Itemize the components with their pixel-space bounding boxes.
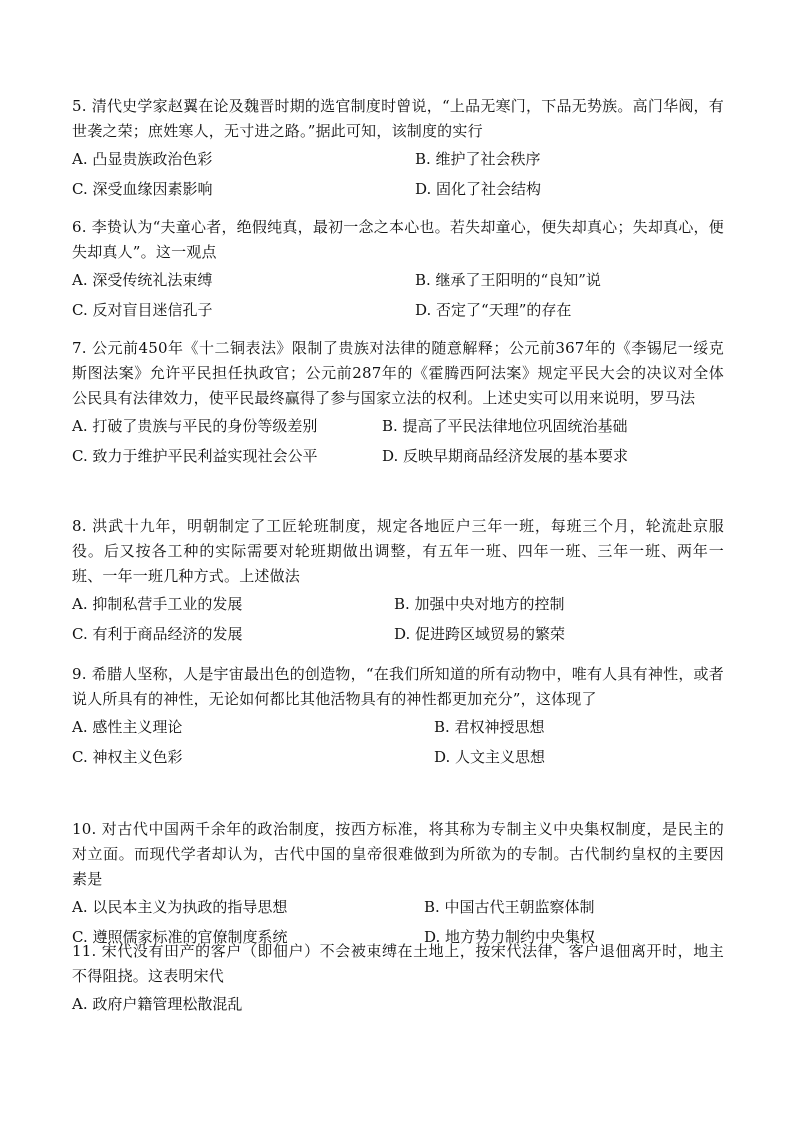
option-row xyxy=(72,144,724,174)
option-c[interactable]: C. 深受血缘因素影响 xyxy=(72,180,213,198)
option-d[interactable]: D. 地方势力制约中央集权 xyxy=(424,928,596,946)
option-b[interactable]: B. 加强中央对地方的控制 xyxy=(394,595,565,613)
option-row xyxy=(72,619,724,649)
option-d[interactable]: D. 固化了社会结构 xyxy=(415,180,542,198)
option-c[interactable]: C. 遵照儒家标准的官僚制度系统 xyxy=(72,928,288,946)
option-c[interactable]: C. 致力于维护平民利益实现社会公平 xyxy=(72,447,318,465)
option-row xyxy=(72,265,724,295)
option-d[interactable]: D. 促进跨区域贸易的繁荣 xyxy=(394,625,566,643)
question-8 xyxy=(72,514,724,649)
option-row xyxy=(72,174,724,204)
option-row xyxy=(72,712,724,742)
option-row xyxy=(72,295,724,325)
option-row xyxy=(72,892,724,922)
option-d[interactable]: D. 人文主义思想 xyxy=(434,748,546,766)
option-a[interactable]: A. 打破了贵族与平民的身份等级差别 xyxy=(72,417,318,435)
option-d[interactable]: D. 反映早期商品经济发展的基本要求 xyxy=(382,447,629,465)
option-b[interactable]: B. 中国古代王朝监察体制 xyxy=(424,898,595,916)
question-7 xyxy=(72,336,724,471)
question-stem: 10. 对古代中国两千余年的政治制度，按西方标准，将其称为专制主义中央集权制度，是民主的对立面。而现代学者却认为，古代中国的皇帝很难做到为所欲为的专制。古代制约皇权的主要因素是 xyxy=(72,820,724,888)
question-stem: 7. 公元前450年《十二铜表法》限制了贵族对法律的随意解释；公元前367年的《李锡尼一绥克斯图法案》允许平民担任执政官；公元前287年的《霍腾西阿法案》规定平民大会的决议对全体公民具有法律效力，使平民最终赢得了参与国家立法的权利。上述史实可以用来说明，罗马法 xyxy=(72,339,724,407)
option-c[interactable]: C. 反对盲目迷信孔子 xyxy=(72,301,213,319)
question-9 xyxy=(72,662,724,772)
option-row xyxy=(72,441,724,471)
option-c[interactable]: C. 神权主义色彩 xyxy=(72,748,183,766)
option-a[interactable]: A. 抑制私营手工业的发展 xyxy=(72,595,243,613)
question-10 xyxy=(72,817,724,952)
option-a[interactable]: A. 凸显贵族政治色彩 xyxy=(72,150,213,168)
question-stem: 6. 李贽认为“夫童心者，绝假纯真，最初一念之本心也。若失却童心，便失却真心；失却真心，便失却真人”。这一观点 xyxy=(72,218,724,261)
option-a[interactable]: A. 政府户籍管理松散混乱 xyxy=(72,995,243,1013)
question-11 xyxy=(72,939,724,1019)
option-b[interactable]: B. 提高了平民法律地位巩固统治基础 xyxy=(382,417,628,435)
option-a[interactable]: A. 感性主义理论 xyxy=(72,718,183,736)
question-stem: 9. 希腊人坚称，人是宇宙最出色的创造物，“在我们所知道的所有动物中，唯有人具有神性，或者说人所具有的神性，无论如何都比其他活物具有的神性都更加充分”，这体现了 xyxy=(72,665,724,708)
option-a[interactable]: A. 以民本主义为执政的指导思想 xyxy=(72,898,288,916)
question-stem: 5. 清代史学家赵翼在论及魏晋时期的选官制度时曾说，“上品无寒门，下品无势族。高门华阀，有世袭之荣；庶姓寒人，无寸进之路。”据此可知，该制度的实行 xyxy=(72,97,724,140)
option-c[interactable]: C. 有利于商品经济的发展 xyxy=(72,625,243,643)
option-row xyxy=(72,742,724,772)
option-a[interactable]: A. 深受传统礼法束缚 xyxy=(72,271,213,289)
question-6 xyxy=(72,215,724,325)
question-stem: 11. 宋代没有田产的客户（即佃户）不会被束缚在土地上，按宋代法律，客户退佃离开时，地主不得阻挠。这表明宋代 xyxy=(72,942,724,985)
option-b[interactable]: B. 维护了社会秩序 xyxy=(415,150,541,168)
option-row xyxy=(72,589,724,619)
question-5 xyxy=(72,94,724,204)
question-stem: 8. 洪武十九年，明朝制定了工匠轮班制度，规定各地匠户三年一班，每班三个月，轮流赴京服役。后又按各工种的实际需要对轮班期做出调整，有五年一班、四年一班、三年一班、两年一班、一年一班几种方式。上述做法 xyxy=(72,517,724,585)
option-b[interactable]: B. 君权神授思想 xyxy=(434,718,545,736)
option-row xyxy=(72,411,724,441)
option-b[interactable]: B. 继承了王阳明的“良知”说 xyxy=(415,271,601,289)
option-row xyxy=(72,989,724,1019)
option-d[interactable]: D. 否定了“天理”的存在 xyxy=(415,301,572,319)
